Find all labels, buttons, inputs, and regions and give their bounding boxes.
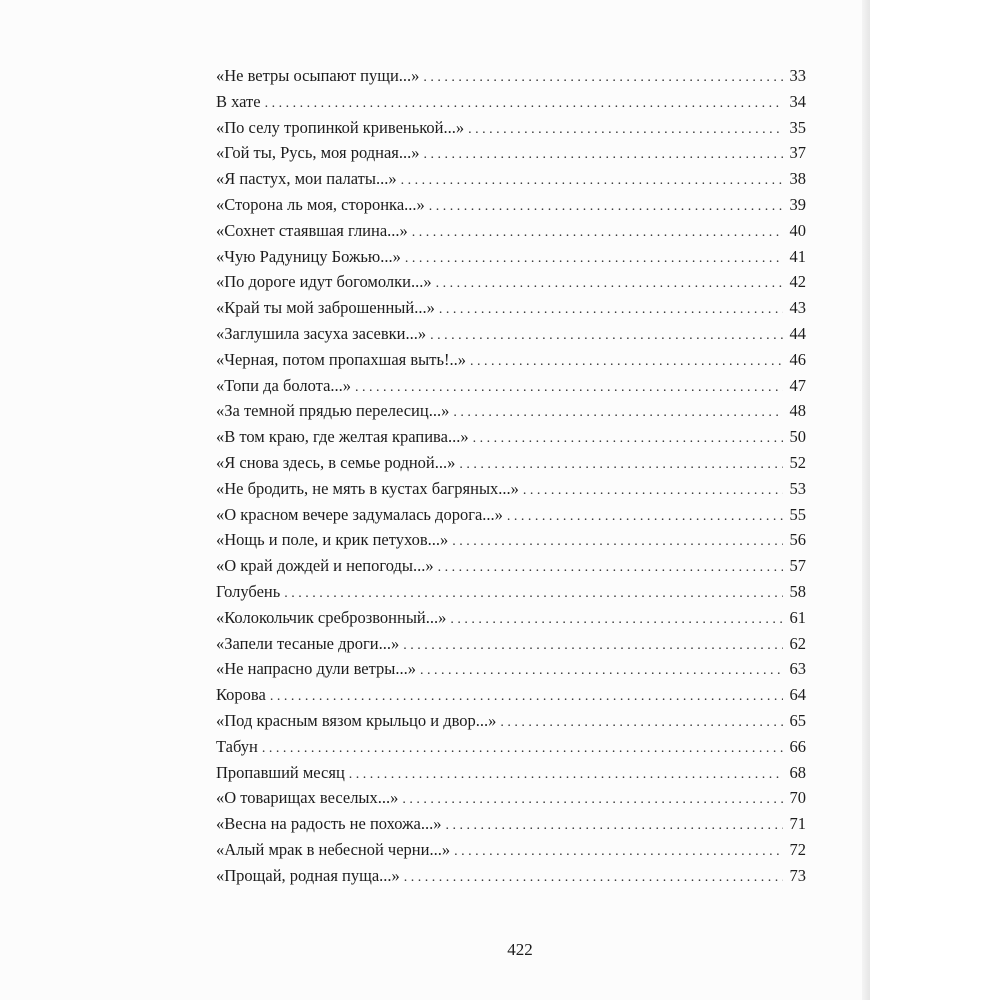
table-of-contents: [216, 66, 806, 892]
dot-leader: [453, 405, 783, 421]
toc-entry-page: 73: [789, 865, 806, 885]
toc-entry: [216, 556, 806, 582]
toc-entry-page: 61: [789, 607, 806, 627]
toc-entry: [216, 247, 806, 273]
toc-entry: [216, 479, 806, 505]
dot-leader: [507, 509, 783, 525]
dot-leader: [430, 328, 783, 344]
toc-entry-page: 48: [789, 401, 806, 421]
dot-leader: [265, 96, 783, 112]
dot-leader: [404, 870, 783, 886]
dot-leader: [470, 354, 783, 370]
toc-entry-page: 62: [789, 633, 806, 653]
toc-entry-page: 55: [789, 504, 806, 524]
toc-entry-page: 40: [789, 220, 806, 240]
toc-entry: [216, 814, 806, 840]
toc-entry-page: 46: [789, 349, 806, 369]
dot-leader: [412, 225, 783, 241]
toc-entry-page: 33: [789, 66, 806, 85]
toc-entry-title: «Алый мрак в небесной черни...»: [216, 839, 451, 859]
toc-entry-title: «Колокольчик среброзвонный...»: [216, 607, 447, 627]
toc-entry-page: 70: [789, 788, 806, 808]
dot-leader: [284, 586, 783, 602]
toc-entry: [216, 118, 806, 144]
dot-leader: [436, 276, 783, 292]
toc-entry: [216, 195, 806, 221]
toc-entry-title: «За темной прядью перелесиц...»: [216, 401, 450, 421]
toc-entry: [216, 169, 806, 195]
toc-entry: [216, 788, 806, 814]
toc-entry-page: 34: [789, 91, 806, 111]
toc-entry: [216, 143, 806, 169]
dot-leader: [270, 689, 783, 705]
toc-entry-title: «Под красным вязом крыльцо и двор...»: [216, 710, 497, 730]
toc-entry: [216, 659, 806, 685]
dot-leader: [423, 70, 783, 86]
toc-entry-title: «Весна на радость не похожа...»: [216, 814, 442, 834]
toc-entry: [216, 711, 806, 737]
dot-leader: [473, 431, 783, 447]
toc-entry-title: «Не бродить, не мять в кустах багряных...»: [216, 478, 519, 498]
toc-entry: [216, 530, 806, 556]
toc-entry-page: 72: [789, 839, 806, 859]
toc-entry-page: 44: [789, 323, 806, 343]
toc-entry-title: «Заглушила засуха засевки...»: [216, 323, 427, 343]
toc-entry: [216, 401, 806, 427]
toc-entry-title: «Сохнет стаявшая глина...»: [216, 220, 408, 240]
toc-entry: [216, 866, 806, 892]
toc-entry-page: 57: [789, 556, 806, 576]
dot-leader: [355, 380, 783, 396]
dot-leader: [420, 663, 783, 679]
toc-entry-title: В хате: [216, 91, 261, 111]
toc-entry-title: «Я снова здесь, в семье родной...»: [216, 452, 456, 472]
toc-entry-page: 63: [789, 659, 806, 679]
toc-entry-title: «Нощь и поле, и крик петухов...»: [216, 530, 449, 550]
toc-entry-page: 56: [789, 530, 806, 550]
toc-entry: [216, 298, 806, 324]
toc-entry-page: 66: [789, 736, 806, 756]
toc-entry: [216, 453, 806, 479]
toc-entry-page: 65: [789, 710, 806, 730]
toc-entry-page: 71: [789, 814, 806, 834]
toc-entry-page: 68: [789, 762, 806, 782]
dot-leader: [450, 612, 783, 628]
dot-leader: [454, 844, 783, 860]
dot-leader: [405, 251, 783, 267]
toc-entry-page: 35: [789, 117, 806, 137]
dot-leader: [403, 638, 783, 654]
toc-entry-title: «По дороге идут богомолки...»: [216, 272, 432, 292]
dot-leader: [523, 483, 783, 499]
toc-entry-title: «Не напрасно дули ветры...»: [216, 659, 416, 679]
page-number: 422: [507, 940, 533, 959]
toc-entry: [216, 685, 806, 711]
toc-entry: [216, 763, 806, 789]
dot-leader: [500, 715, 783, 731]
toc-entry-title: Пропавший месяц: [216, 762, 345, 782]
toc-entry-title: «Не ветры осыпают пущи...»: [216, 66, 420, 85]
toc-entry-title: «Я пастух, мои палаты...»: [216, 169, 397, 189]
toc-entry-page: 58: [789, 581, 806, 601]
toc-entry-title: «О товарищах веселых...»: [216, 788, 399, 808]
toc-entry: [216, 272, 806, 298]
toc-entry-title: «Прощай, родная пуща...»: [216, 865, 400, 885]
dot-leader: [262, 741, 783, 757]
toc-entry-page: 52: [789, 452, 806, 472]
toc-entry: [216, 608, 806, 634]
dot-leader: [429, 199, 783, 215]
dot-leader: [438, 560, 783, 576]
toc-entry: [216, 737, 806, 763]
toc-entry-title: «Чую Радуницу Божью...»: [216, 246, 401, 266]
toc-entry-page: 64: [789, 685, 806, 705]
toc-entry-title: Табун: [216, 736, 258, 756]
toc-entry-title: «Край ты мой заброшенный...»: [216, 298, 435, 318]
toc-entry-title: «Сторона ль моя, сторонка...»: [216, 194, 425, 214]
toc-entry-title: Корова: [216, 685, 266, 705]
toc-entry-title: «Черная, потом пропахшая выть!..»: [216, 349, 466, 369]
toc-entry-title: «Гой ты, Русь, моя родная...»: [216, 143, 420, 163]
toc-entry-page: 47: [789, 375, 806, 395]
toc-entry: [216, 427, 806, 453]
toc-entry-page: 38: [789, 169, 806, 189]
toc-entry-title: «В том краю, где желтая крапива...»: [216, 427, 469, 447]
dot-leader: [439, 302, 783, 318]
toc-entry-page: 41: [789, 246, 806, 266]
dot-leader: [424, 147, 784, 163]
dot-leader: [402, 792, 783, 808]
toc-entry-title: «Топи да болота...»: [216, 375, 352, 395]
toc-entry-page: 50: [789, 427, 806, 447]
dot-leader: [445, 818, 783, 834]
dot-leader: [459, 457, 783, 473]
toc-entry-title: Голубень: [216, 581, 281, 601]
dot-leader: [401, 173, 783, 189]
toc-entry: [216, 221, 806, 247]
toc-entry: [216, 92, 806, 118]
toc-entry: [216, 324, 806, 350]
toc-entry-page: 53: [789, 478, 806, 498]
toc-entry: [216, 634, 806, 660]
toc-entry-page: 37: [789, 143, 806, 163]
toc-entry: [216, 840, 806, 866]
dot-leader: [468, 122, 783, 138]
toc-entry-page: 43: [789, 298, 806, 318]
toc-entry-title: «По селу тропинкой кривенькой...»: [216, 117, 465, 137]
toc-entry: [216, 505, 806, 531]
toc-entry: [216, 376, 806, 402]
toc-entry: [216, 350, 806, 376]
toc-entry: [216, 66, 806, 92]
toc-entry-title: «Запели тесаные дроги...»: [216, 633, 400, 653]
toc-entry-page: 39: [789, 194, 806, 214]
toc-entry-title: «О красном вечере задумалась дорога...»: [216, 504, 503, 524]
page-edge: [862, 0, 870, 1000]
dot-leader: [452, 534, 783, 550]
toc-entry-page: 42: [789, 272, 806, 292]
toc-entry-title: «О край дождей и непогоды...»: [216, 556, 434, 576]
toc-entry: [216, 582, 806, 608]
dot-leader: [349, 767, 783, 783]
